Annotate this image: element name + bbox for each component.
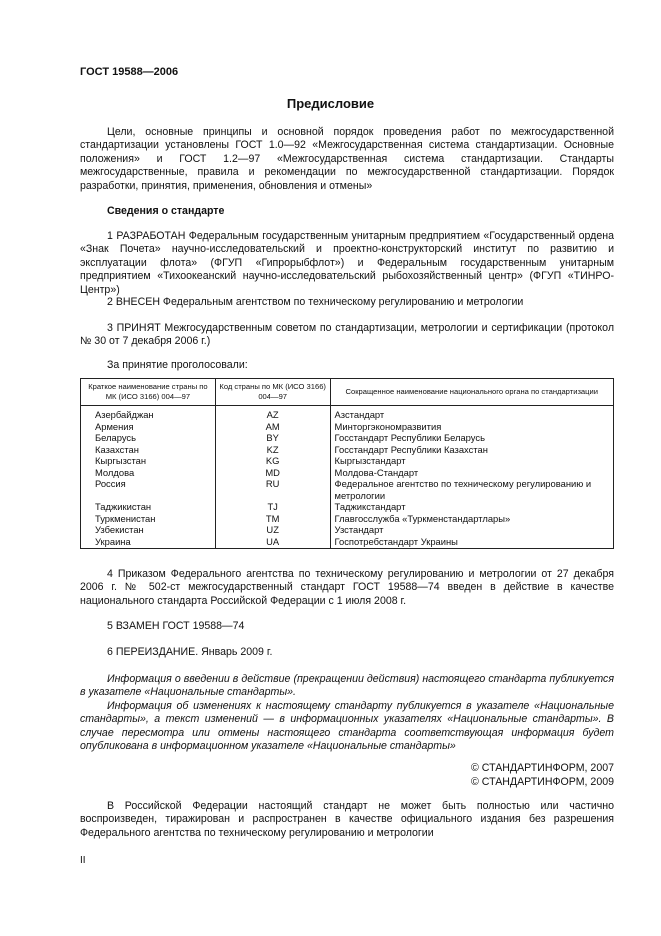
header-body: Сокращенное наименование национального органа по стандартизации [330,379,613,406]
item-2 [80,296,614,309]
item-5-text: 5 ВЗАМЕН ГОСТ 19588—74 [107,620,245,632]
national-body: Госстандарт Республики Беларусь [330,432,613,444]
country-name: Россия [81,478,216,501]
country-name: Азербайджан [81,406,216,421]
table-row [81,478,614,501]
table-row [81,421,614,433]
standard-id: ГОСТ 19588—2006 [80,66,179,78]
item-3 [80,322,614,349]
country-name: Беларусь [81,432,216,444]
table-row [81,513,614,525]
table-row [81,467,614,479]
copyright-2009: © СТАНДАРТИНФОРМ, 2009 [471,776,614,788]
national-body: Молдова-Стандарт [330,467,613,479]
country-code: UA [215,536,330,549]
item-5 [80,620,614,633]
table-header-row [81,379,614,406]
national-body: Минторгэкономразвития [330,421,613,433]
page-number: II [80,855,86,866]
table-row [81,432,614,444]
country-code: AM [215,421,330,433]
country-name: Армения [81,421,216,433]
item-3-text: 3 ПРИНЯТ Межгосударственным советом по стандартизации, метрологии и сертификации (протокол № 30 от 7 декабря 2006 г.) [80,322,614,348]
item-1-text: 1 РАЗРАБОТАН Федеральным государственным унитарным предприятием «Государственный ордена «Знак Почета» научно-исследовательский и проектно-конструкторский институт по развитию и эксплуатации флота» (ФГУП «Гипрорыбфлот») и Федеральным государственным унитарным предприятием «Тихоокеанский научно-исследовательский рыбохозяйственный центр» (ФГУП «ТИНРО-Центр») [80,230,614,296]
item-4 [80,568,614,608]
national-body: Таджикстандарт [330,501,613,513]
table-row [81,501,614,513]
country-code: UZ [215,524,330,536]
table-row [81,444,614,456]
national-body: Госпотребстандарт Украины [330,536,613,549]
national-body: Главгосслужба «Туркменстандартлары» [330,513,613,525]
item-2-text: 2 ВНЕСЕН Федеральным агентством по техническому регулированию и метрологии [107,296,524,308]
country-code: AZ [215,406,330,421]
votes-intro [80,359,614,372]
legal-notice [80,800,614,840]
country-code: RU [215,478,330,501]
national-body: Госстандарт Республики Казахстан [330,444,613,456]
national-body: Узстандарт [330,524,613,536]
item-4-text: 4 Приказом Федерального агентства по техническому регулированию и метрологии от 27 декабря 2006 г. № 502-ст межгосударственный стандарт ГОСТ 19588—74 введен в действие в качестве национального стандарта Российской Федерации с 1 июля 2008 г. [80,568,614,607]
about-heading-block [80,205,614,218]
info-block [80,673,614,753]
country-name: Украина [81,536,216,549]
info-1-text: Информация о введении в действие (прекращении действия) настоящего стандарта публикуется в указателе «Национальные стандарты». [80,673,614,699]
country-code: TM [215,513,330,525]
header-country: Краткое наименование страны по МК (ИСО 3166) 004—97 [81,379,216,406]
item-1 [80,230,614,297]
table-row [81,536,614,549]
header-code: Код страны по МК (ИСО 3166) 004—97 [215,379,330,406]
country-code: MD [215,467,330,479]
table-row [81,524,614,536]
about-heading: Сведения о стандарте [107,205,225,217]
country-name: Узбекистан [81,524,216,536]
item-6 [80,646,614,659]
country-name: Молдова [81,467,216,479]
country-name: Казахстан [81,444,216,456]
country-code: TJ [215,501,330,513]
table-row [81,406,614,421]
intro-text: Цели, основные принципы и основной порядок проведения работ по межгосударственной стандартизации установлены ГОСТ 1.0—92 «Межгосударственная система стандартизации. Основные положения» и ГОСТ 1.2—97 «Межгосударственная система стандартизации. Стандарты межгосударственные, правила и рекомендации по межгосударственной стандартизации. Порядок разработки, принятия, применения, обновления и отмены» [80,126,614,192]
national-body: Азстандарт [330,406,613,421]
intro-paragraph [80,126,614,193]
table-row [81,455,614,467]
country-code: BY [215,432,330,444]
copyright-2007: © СТАНДАРТИНФОРМ, 2007 [471,762,614,774]
votes-table [80,378,614,549]
country-code: KG [215,455,330,467]
item-6-text: 6 ПЕРЕИЗДАНИЕ. Январь 2009 г. [107,646,273,658]
country-code: KZ [215,444,330,456]
national-body: Федеральное агентство по техническому регулированию и метрологии [330,478,613,501]
info-2-text: Информация об изменениях к настоящему стандарту публикуется в указателе «Национальные стандарты», а текст изменений — в информационных указателях «Национальные стандарты». В случае пересмотра или отмены настоящего стандарта соответствующая информация будет опубликована в информационном указателе «Национальные стандарты» [80,699,614,753]
page-title: Предисловие [286,96,375,111]
country-name: Туркменистан [81,513,216,525]
national-body: Кыргызстандарт [330,455,613,467]
legal-text: В Российской Федерации настоящий стандарт не может быть полностью или частично воспроизведен, тиражирован и распространен в качестве официального издания без разрешения Федерального агентства по техническому регулированию и метрологии [80,800,614,839]
votes-intro-text: За принятие проголосовали: [107,359,248,371]
country-name: Кыргызстан [81,455,216,467]
country-name: Таджикистан [81,501,216,513]
